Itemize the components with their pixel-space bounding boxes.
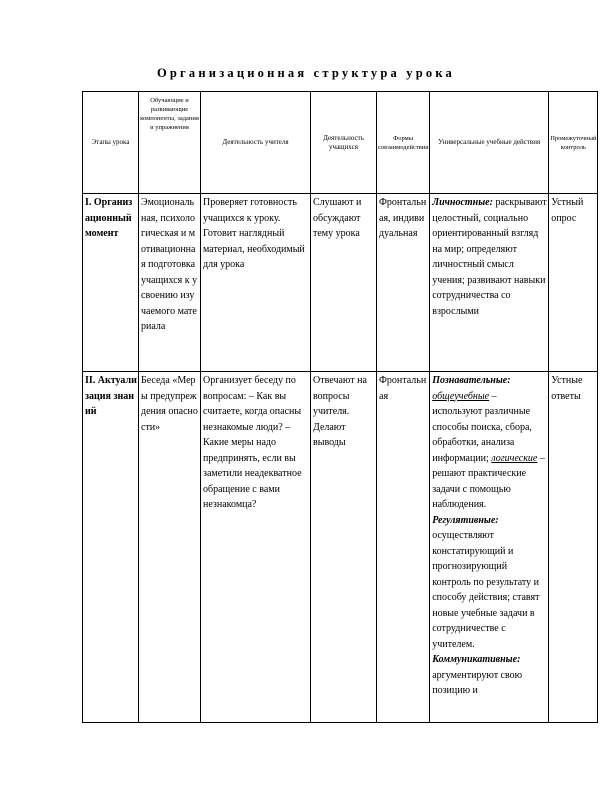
- lesson-structure-table: [82, 91, 598, 723]
- row1-control: Устный опрос: [549, 194, 598, 372]
- page-title: Организационная структура урока: [156, 66, 456, 80]
- header-stage: Этапы урока: [83, 92, 139, 194]
- uud-communicative-label: Коммуникативные:: [432, 654, 521, 665]
- row2-students: Отвечают на вопросы учителя. Делают выводы: [311, 372, 377, 723]
- row1-components: Эмоциональная, психологическая и мотивационная подготовка учащихся к усвоению изучаемого материала: [139, 194, 201, 372]
- table-row: [83, 194, 598, 372]
- row1-students: Слушают и обсуждают тему урока: [311, 194, 377, 372]
- uud-logical-text: – решают практические задачи с помощью наблюдения.: [432, 452, 545, 510]
- uud-personal-label: Личностные:: [432, 197, 493, 208]
- uud-logical-label: логические: [491, 452, 538, 464]
- uud-communicative-text: аргументируют свою позицию и: [432, 669, 523, 696]
- header-uud: Универсальные учебные действия: [430, 92, 549, 194]
- row1-teacher: Проверяет готовность учащихся к уроку. Готовит наглядный материал, необходимый для урока: [201, 194, 311, 372]
- uud-cognitive-label: Познавательные:: [432, 375, 511, 386]
- row1-stage: I. Организационный момент: [83, 194, 139, 372]
- table-header-row: [83, 92, 598, 194]
- row2-components: Беседа «Меры предупреждения опасности»: [139, 372, 201, 723]
- header-control: Промежуточный контроль: [549, 92, 598, 194]
- uud-general-label: общеучебные: [432, 390, 490, 402]
- row2-forms: Фронтальная: [377, 372, 430, 723]
- row1-uud: [430, 194, 549, 372]
- table-row: [83, 372, 598, 723]
- header-forms: Формы совзаимодействия: [377, 92, 430, 194]
- row2-uud: [430, 372, 549, 723]
- row1-forms: Фронтальная, индивидуальная: [377, 194, 430, 372]
- uud-regulative-text: осуществляют констатирующий и прогнозирующий контроль по результату и способу действия; ставят новые учебные задачи в сотрудничестве с учителем.: [432, 530, 540, 650]
- uud-personal-text: раскрывают целостный, социально ориентированный взгляд на мир; определяют личностный смысл учения; развивают навыки сотрудничества со взрослыми: [432, 197, 547, 317]
- header-teacher: Деятельность учителя: [201, 92, 311, 194]
- row2-control: Устные ответы: [549, 372, 598, 723]
- header-students: Деятельность учащихся: [311, 92, 377, 194]
- row2-stage: II. Актуализация знаний: [83, 372, 139, 723]
- uud-regulative-label: Регулятивные:: [432, 514, 499, 526]
- uud-general-text: – используют различные способы поиска, сбора, обработки, анализа информации;: [432, 390, 532, 464]
- row2-teacher: Организует беседу по вопросам: – Как вы считаете, когда опасны незнакомые люди? – Какие меры надо предпринять, если вы заметили неадекватное обращение с вами незнакомца?: [201, 372, 311, 723]
- header-components: Обучающие и развивающие компоненты, задания и упражнения: [139, 92, 201, 194]
